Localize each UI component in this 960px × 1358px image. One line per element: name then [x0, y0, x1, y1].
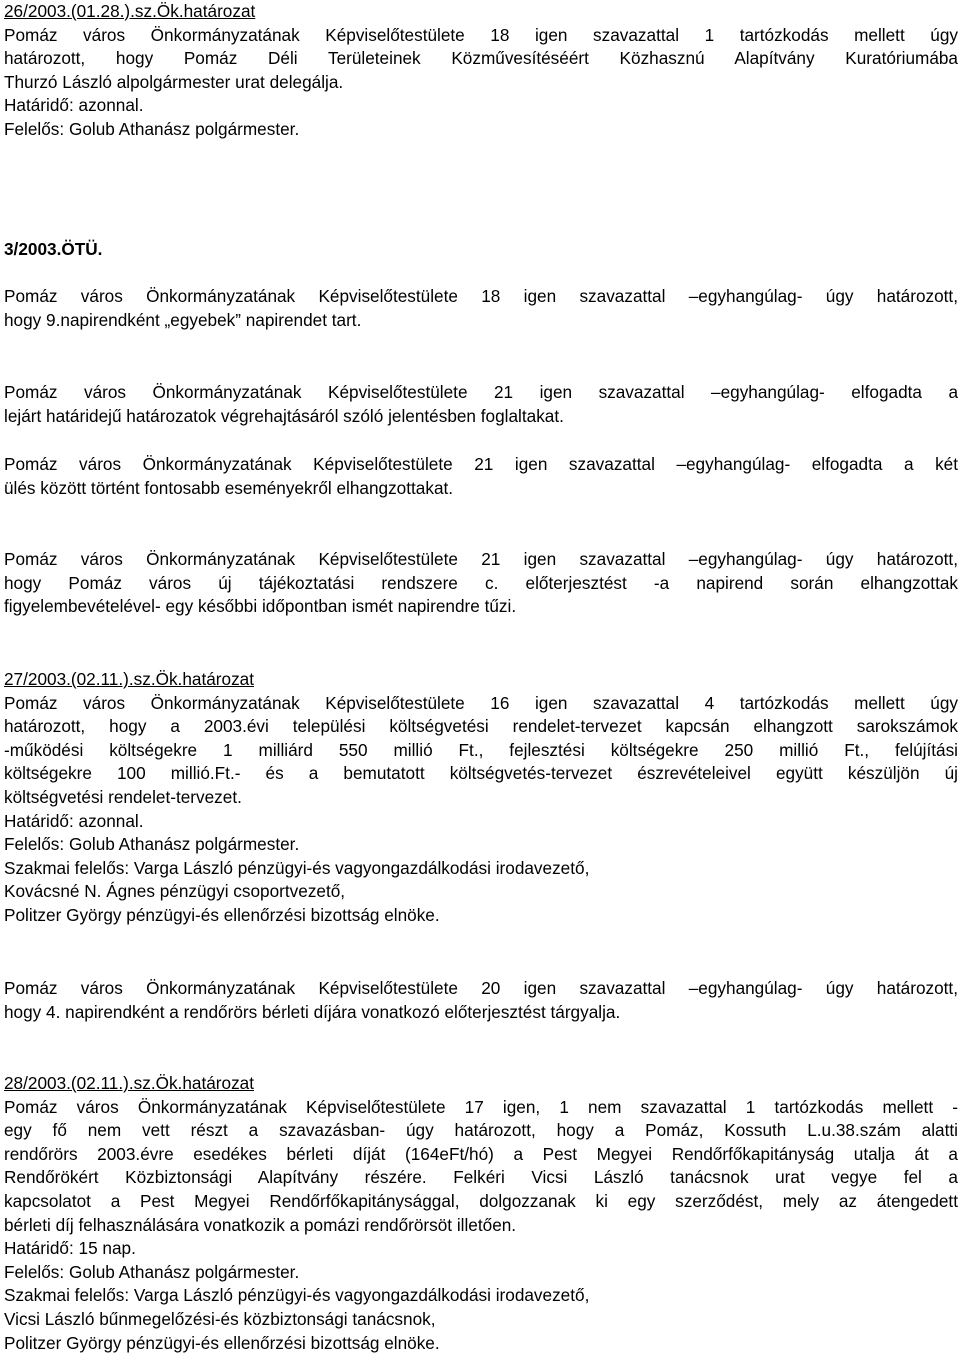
text-block	[4, 1072, 958, 1355]
text-block	[4, 977, 958, 1024]
text-line: Pomáz város Önkormányzatának Képviselőtestülete 18 igen szavazattal 1 tartózkodás mellett úgy	[4, 24, 958, 45]
section-heading: 3/2003.ÖTÜ.	[4, 239, 103, 259]
text-line: -működési költségekre 1 milliárd 550 millió Ft., fejlesztési költségekre 250 millió Ft., felújítási	[4, 739, 958, 760]
text-line: Pomáz város Önkormányzatának Képviselőtestülete 21 igen szavazattal –egyhangúlag- elfogadta a	[4, 382, 958, 402]
text-line: költségvetési rendelet-tervezet.	[4, 786, 242, 807]
text-line: Határidő: azonnal.	[4, 810, 144, 831]
text-line: Szakmai felelős: Varga László pénzügyi-és vagyongazdálkodási irodavezető,	[4, 1285, 590, 1306]
text-block	[4, 668, 958, 928]
text-line: Rendőrökért Közbiztonsági Alapítvány részére. Felkéri Vicsi László tanácsnok urat vegye fel a	[4, 1167, 958, 1188]
text-line: költségekre 100 millió.Ft.- és a bemutatott költségvetés-tervezet észrevételeivel együtt készüljön új	[4, 763, 958, 784]
text-line: egy fő nem vett részt a szavazásban- úgy határozott, hogy a Pomáz, Kossuth L.u.38.szám alatti	[4, 1120, 958, 1141]
resolution-heading: 28/2003.(02.11.).sz.Ök.határozat	[4, 1073, 254, 1093]
text-line: Szakmai felelős: Varga László pénzügyi-és vagyongazdálkodási irodavezető,	[4, 857, 590, 878]
text-line: Felelős: Golub Athanász polgármester.	[4, 1261, 300, 1282]
text-block	[4, 453, 958, 500]
resolution-heading: 27/2003.(02.11.).sz.Ök.határozat	[4, 669, 254, 689]
text-line: Pomáz város Önkormányzatának Képviselőtestülete 17 igen, 1 nem szavazattal 1 tartózkodás mellett -	[4, 1096, 958, 1117]
text-block	[4, 0, 958, 142]
text-line: Pomáz város Önkormányzatának Képviselőtestülete 21 igen szavazattal –egyhangúlag- úgy határozott,	[4, 549, 958, 569]
text-line: kapcsolatot a Pest Megyei Rendőrfőkapitánysággal, dolgozzanak ki egy szerződést, mely az átengedett	[4, 1190, 958, 1211]
text-line: Pomáz város Önkormányzatának Képviselőtestülete 21 igen szavazattal –egyhangúlag- elfogadta a két	[4, 454, 958, 474]
resolution-heading: 26/2003.(01.28.).sz.Ök.határozat	[4, 1, 256, 21]
text-line: Pomáz város Önkormányzatának Képviselőtestülete 20 igen szavazattal –egyhangúlag- úgy határozott,	[4, 978, 958, 998]
text-line: ülés között történt fontosabb eseményekről elhangzottakat.	[4, 477, 454, 498]
text-line: határozott, hogy a 2003.évi települési költségvetési rendelet-tervezet kapcsán elhangzott sarokszámok	[4, 716, 958, 737]
text-line: Határidő: azonnal.	[4, 95, 144, 116]
text-block	[4, 238, 958, 262]
text-line: hogy 4. napirendként a rendőrörs bérleti díjára vonatkozó előterjesztést tárgyalja.	[4, 1001, 621, 1022]
text-block	[4, 285, 958, 332]
text-line: lejárt határidejű határozatok végrehajtásáról szóló jelentésben foglaltakat.	[4, 405, 564, 426]
text-line: határozott, hogy Pomáz Déli Területeinek Közművesítéséért Közhasznú Alapítvány Kuratóriumába	[4, 48, 958, 69]
text-line: hogy Pomáz város új tájékoztatási rendszere c. előterjesztést -a napirend során elhangzottak	[4, 572, 958, 593]
text-line: Pomáz város Önkormányzatának Képviselőtestülete 18 igen szavazattal –egyhangúlag- úgy határozott,	[4, 286, 958, 306]
text-block	[4, 548, 958, 619]
text-line: rendőrörs 2003.évre esedékes bérleti díját (164eFt/hó) a Pest Megyei Rendőrfőkapitányság utalja át a	[4, 1143, 958, 1164]
text-line: hogy 9.napirendként „egyebek” napirendet tart.	[4, 309, 362, 330]
text-block	[4, 381, 958, 428]
text-line: Határidő: 15 nap.	[4, 1238, 136, 1259]
text-line: Politzer György pénzügyi-és ellenőrzési bizottság elnöke.	[4, 904, 440, 925]
text-line: Politzer György pénzügyi-és ellenőrzési bizottság elnöke.	[4, 1332, 440, 1353]
text-line: Pomáz város Önkormányzatának Képviselőtestülete 16 igen szavazattal 4 tartózkodás mellett úgy	[4, 692, 958, 713]
text-line: Vicsi László bűnmegelőzési-és közbiztonsági tanácsnok,	[4, 1308, 436, 1329]
text-line: figyelembevételével- egy későbbi időpontban ismét napirendre tűzi.	[4, 596, 517, 617]
text-line: Felelős: Golub Athanász polgármester.	[4, 118, 300, 139]
text-line: Thurzó László alpolgármester urat delegálja.	[4, 71, 344, 92]
text-line: Kovácsné N. Ágnes pénzügyi csoportvezető,	[4, 881, 346, 902]
text-line: bérleti díj felhasználására vonatkozik a pomázi rendőrörsöt illetően.	[4, 1214, 517, 1235]
text-line: Felelős: Golub Athanász polgármester.	[4, 834, 300, 855]
